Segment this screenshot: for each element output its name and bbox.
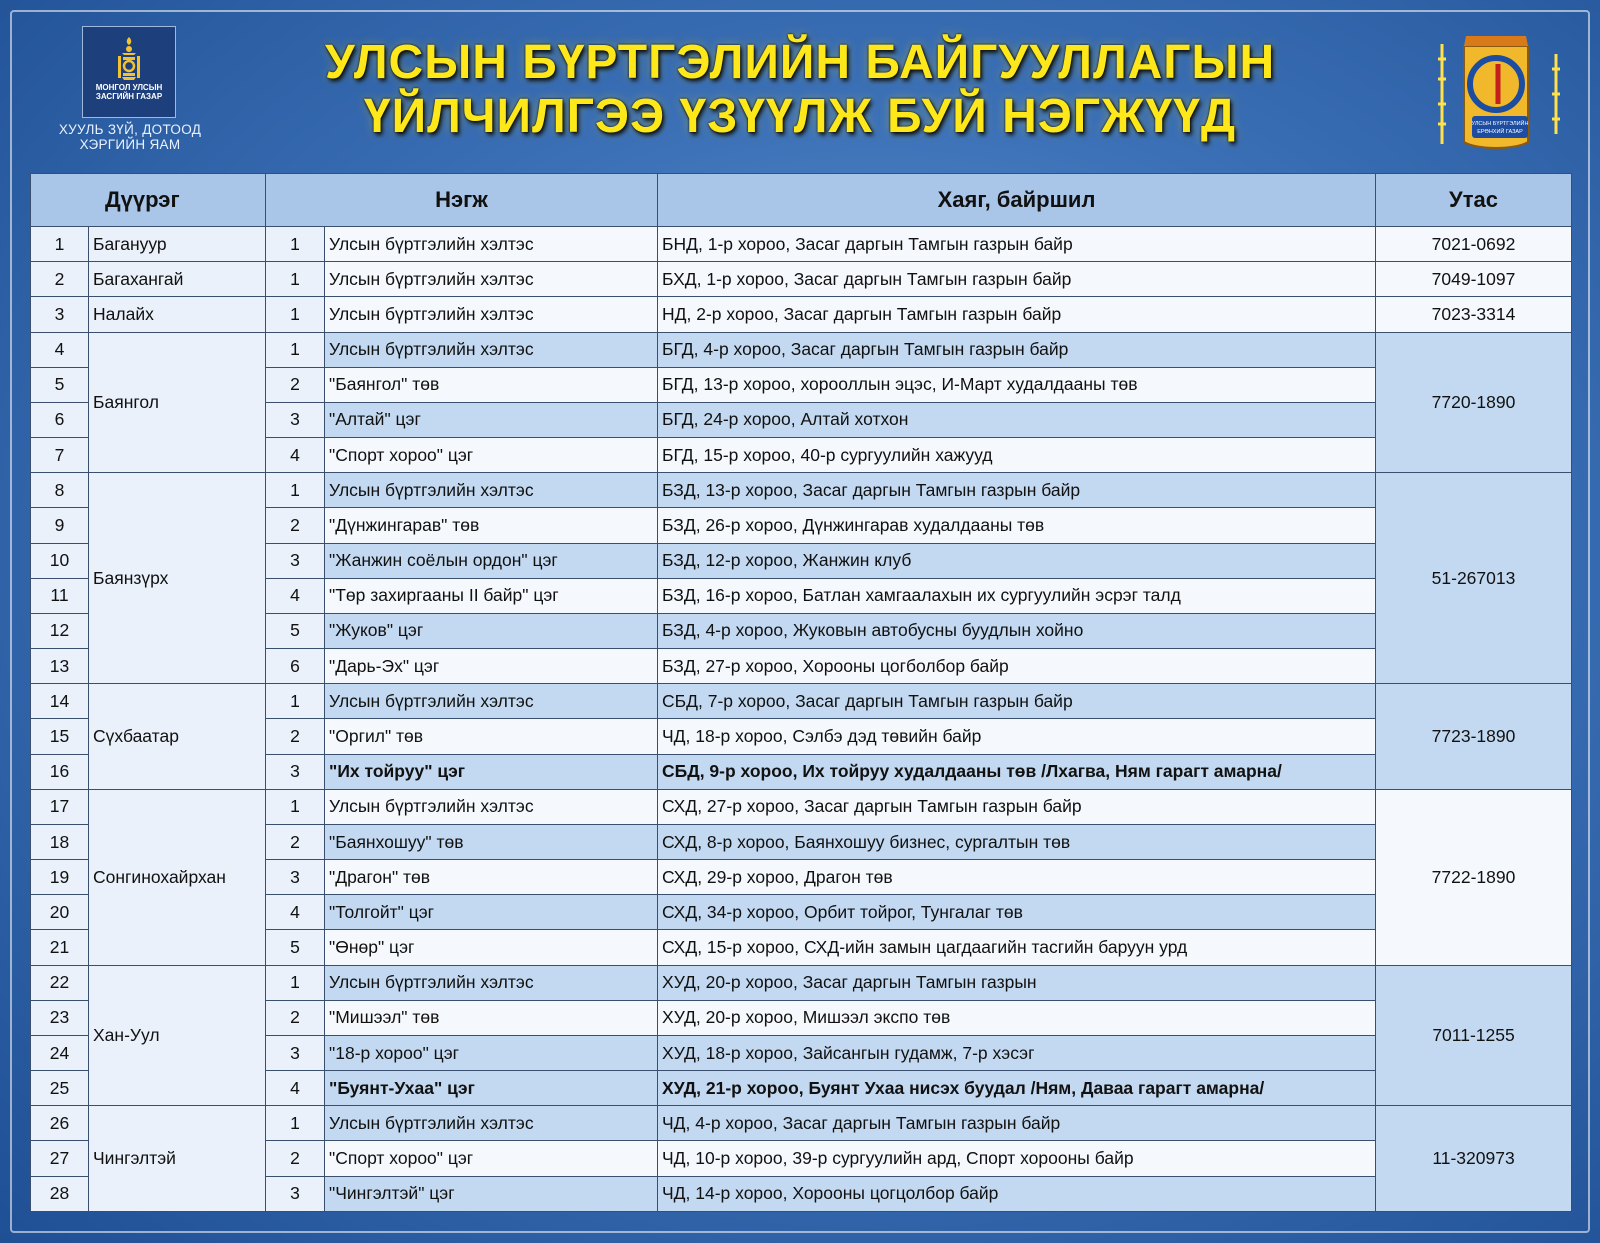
unit-address: СХД, 29-р хороо, Драгон төв — [658, 860, 1376, 895]
row-number: 10 — [31, 543, 89, 578]
unit-address: НД, 2-р хороо, Засаг даргын Тамгын газрын байр — [658, 297, 1376, 332]
unit-name: Улсын бүртгэлийн хэлтэс — [325, 227, 658, 262]
table-header-row — [31, 174, 1572, 227]
district-name: Хан-Уул — [89, 965, 266, 1106]
unit-name: "Их тойруу" цэг — [325, 754, 658, 789]
district-name: Баянгол — [89, 332, 266, 473]
unit-number: 1 — [266, 684, 325, 719]
district-name: Сонгинохайрхан — [89, 789, 266, 965]
unit-name: "Дарь-Эх" цэг — [325, 649, 658, 684]
unit-name: "Жанжин соёлын ордон" цэг — [325, 543, 658, 578]
unit-number: 2 — [266, 508, 325, 543]
unit-address: ЧД, 10-р хороо, 39-р сургуулийн ард, Спорт хорооны байр — [658, 1141, 1376, 1176]
unit-name: "Жуков" цэг — [325, 613, 658, 648]
unit-name: "Баянгол" төв — [325, 367, 658, 402]
unit-number: 3 — [266, 1176, 325, 1211]
column-header-district: Дүүрэг — [31, 174, 266, 227]
row-number: 2 — [31, 262, 89, 297]
unit-address: БГД, 24-р хороо, Алтай хотхон — [658, 402, 1376, 437]
unit-name: "Толгойт" цэг — [325, 895, 658, 930]
table-row — [31, 332, 1572, 367]
row-number: 7 — [31, 438, 89, 473]
registry-logo — [1436, 24, 1566, 164]
unit-name: "Оргил" төв — [325, 719, 658, 754]
unit-number: 3 — [266, 402, 325, 437]
unit-name: Улсын бүртгэлийн хэлтэс — [325, 684, 658, 719]
unit-number: 1 — [266, 227, 325, 262]
unit-address: СХД, 27-р хороо, Засаг даргын Тамгын газрын байр — [658, 789, 1376, 824]
unit-address: ЧД, 18-р хороо, Сэлбэ дэд төвийн байр — [658, 719, 1376, 754]
row-number: 22 — [31, 965, 89, 1000]
unit-number: 2 — [266, 1141, 325, 1176]
unit-number: 3 — [266, 543, 325, 578]
unit-name: Улсын бүртгэлийн хэлтэс — [325, 262, 658, 297]
row-number: 28 — [31, 1176, 89, 1211]
row-number: 25 — [31, 1071, 89, 1106]
district-name: Баянзүрх — [89, 473, 266, 684]
row-number: 20 — [31, 895, 89, 930]
title-line-1: УЛСЫН БҮРТГЭЛИЙН БАЙГУУЛЛАГЫН — [324, 36, 1276, 89]
table-row — [31, 297, 1572, 332]
district-name: Чингэлтэй — [89, 1106, 266, 1212]
row-number: 8 — [31, 473, 89, 508]
district-phone: 11-320973 — [1376, 1106, 1572, 1212]
unit-number: 5 — [266, 613, 325, 648]
district-name: Налайх — [89, 297, 266, 332]
unit-name: "Алтай" цэг — [325, 402, 658, 437]
district-name: Багахангай — [89, 262, 266, 297]
column-header-phone: Утас — [1376, 174, 1572, 227]
unit-address: БЗД, 12-р хороо, Жанжин клуб — [658, 543, 1376, 578]
unit-address: БНД, 1-р хороо, Засаг даргын Тамгын газрын байр — [658, 227, 1376, 262]
unit-number: 2 — [266, 367, 325, 402]
unit-name: Улсын бүртгэлийн хэлтэс — [325, 473, 658, 508]
emblem-caption — [96, 83, 163, 101]
row-number: 6 — [31, 402, 89, 437]
row-number: 15 — [31, 719, 89, 754]
unit-name: "Дүнжингарав" төв — [325, 508, 658, 543]
unit-address: БГД, 15-р хороо, 40-р сургуулийн хажууд — [658, 438, 1376, 473]
row-number: 23 — [31, 1000, 89, 1035]
units-table-wrapper — [30, 173, 1571, 1212]
unit-number: 4 — [266, 1071, 325, 1106]
district-phone: 7023-3314 — [1376, 297, 1572, 332]
unit-name: "Баянхошуу" төв — [325, 824, 658, 859]
unit-name: "Чингэлтэй" цэг — [325, 1176, 658, 1211]
unit-address: БЗД, 13-р хороо, Засаг даргын Тамгын газрын байр — [658, 473, 1376, 508]
unit-name: "Спорт хороо" цэг — [325, 438, 658, 473]
unit-address: БЗД, 16-р хороо, Батлан хамгаалахын их сургуулийн эсрэг талд — [658, 578, 1376, 613]
unit-address: БЗД, 27-р хороо, Хорооны цогболбор байр — [658, 649, 1376, 684]
unit-name: Улсын бүртгэлийн хэлтэс — [325, 1106, 658, 1141]
row-number: 13 — [31, 649, 89, 684]
table-row — [31, 473, 1572, 508]
unit-number: 1 — [266, 332, 325, 367]
district-phone: 7722-1890 — [1376, 789, 1572, 965]
row-number: 3 — [31, 297, 89, 332]
right-logo-line-1: УЛСЫН БҮРТГЭЛИЙН — [1471, 121, 1529, 127]
unit-name: "Драгон" төв — [325, 860, 658, 895]
ministry-line-1: ХУУЛЬ ЗҮЙ, ДОТООД — [58, 122, 202, 137]
unit-address: СХД, 15-р хороо, СХД-ийн замын цагдаагийн тасгийн баруун урд — [658, 930, 1376, 965]
unit-address: СБД, 7-р хороо, Засаг даргын Тамгын газрын байр — [658, 684, 1376, 719]
unit-address: БГД, 4-р хороо, Засаг даргын Тамгын газрын байр — [658, 332, 1376, 367]
row-number: 24 — [31, 1035, 89, 1070]
unit-name: Улсын бүртгэлийн хэлтэс — [325, 332, 658, 367]
header — [0, 0, 1600, 170]
unit-address: БЗД, 26-р хороо, Дүнжингарав худалдааны төв — [658, 508, 1376, 543]
district-phone: 7723-1890 — [1376, 684, 1572, 790]
row-number: 21 — [31, 930, 89, 965]
column-header-unit: Нэгж — [266, 174, 658, 227]
column-header-address: Хаяг, байршил — [658, 174, 1376, 227]
page-title — [200, 36, 1400, 144]
unit-address: ХУД, 20-р хороо, Засаг даргын Тамгын газрын — [658, 965, 1376, 1000]
table-body — [31, 227, 1572, 1212]
unit-number: 1 — [266, 297, 325, 332]
district-name: Багануур — [89, 227, 266, 262]
row-number: 18 — [31, 824, 89, 859]
unit-number: 2 — [266, 824, 325, 859]
unit-number: 5 — [266, 930, 325, 965]
unit-number: 1 — [266, 262, 325, 297]
unit-address: СХД, 8-р хороо, Баянхошуу бизнес, сургалтын төв — [658, 824, 1376, 859]
units-table — [30, 173, 1572, 1212]
unit-name: "Төр захиргааны II байр" цэг — [325, 578, 658, 613]
row-number: 26 — [31, 1106, 89, 1141]
district-phone: 51-267013 — [1376, 473, 1572, 684]
unit-number: 3 — [266, 1035, 325, 1070]
row-number: 11 — [31, 578, 89, 613]
district-phone: 7049-1097 — [1376, 262, 1572, 297]
unit-number: 3 — [266, 754, 325, 789]
unit-number: 1 — [266, 473, 325, 508]
unit-number: 2 — [266, 1000, 325, 1035]
unit-name: "18-р хороо" цэг — [325, 1035, 658, 1070]
unit-number: 4 — [266, 895, 325, 930]
table-row — [31, 262, 1572, 297]
unit-address: БГД, 13-р хороо, хорооллын эцэс, И-Март худалдааны төв — [658, 367, 1376, 402]
unit-name: "Спорт хороо" цэг — [325, 1141, 658, 1176]
row-number: 17 — [31, 789, 89, 824]
unit-name: Улсын бүртгэлийн хэлтэс — [325, 965, 658, 1000]
row-number: 19 — [31, 860, 89, 895]
unit-number: 6 — [266, 649, 325, 684]
unit-address: ЧД, 14-р хороо, Хорооны цогцолбор байр — [658, 1176, 1376, 1211]
unit-name: "Өнөр" цэг — [325, 930, 658, 965]
unit-address: ЧД, 4-р хороо, Засаг даргын Тамгын газрын байр — [658, 1106, 1376, 1141]
soyombo-icon — [109, 35, 149, 81]
title-line-2: ҮЙЛЧИЛГЭЭ ҮЗҮҮЛЖ БУЙ НЭГЖҮҮД — [363, 90, 1237, 143]
district-phone: 7720-1890 — [1376, 332, 1572, 473]
unit-address: ХУД, 18-р хороо, Зайсангын гудамж, 7-р хэсэг — [658, 1035, 1376, 1070]
unit-address: БЗД, 4-р хороо, Жуковын автобусны буудлын хойно — [658, 613, 1376, 648]
emblem-line-2: ЗАСГИЙН ГАЗАР — [95, 92, 163, 101]
district-phone: 7011-1255 — [1376, 965, 1572, 1106]
table-row — [31, 965, 1572, 1000]
unit-number: 4 — [266, 578, 325, 613]
right-logo-line-2: ЕРӨНХИЙ ГАЗАР — [1477, 129, 1523, 135]
row-number: 12 — [31, 613, 89, 648]
emblem-line-1: МОНГОЛ УЛСЫН — [95, 83, 163, 92]
unit-number: 1 — [266, 965, 325, 1000]
unit-name: Улсын бүртгэлийн хэлтэс — [325, 789, 658, 824]
row-number: 14 — [31, 684, 89, 719]
table-row — [31, 227, 1572, 262]
row-number: 16 — [31, 754, 89, 789]
unit-address: ХУД, 21-р хороо, Буянт Ухаа нисэх буудал /Ням, Даваа гарагт амарна/ — [658, 1071, 1376, 1106]
government-emblem — [82, 26, 176, 118]
row-number: 9 — [31, 508, 89, 543]
table-row — [31, 789, 1572, 824]
row-number: 5 — [31, 367, 89, 402]
unit-number: 4 — [266, 438, 325, 473]
table-row — [31, 1106, 1572, 1141]
unit-name: "Буянт-Ухаа" цэг — [325, 1071, 658, 1106]
unit-name: Улсын бүртгэлийн хэлтэс — [325, 297, 658, 332]
unit-address: СХД, 34-р хороо, Орбит тойрог, Тунгалаг төв — [658, 895, 1376, 930]
unit-number: 1 — [266, 789, 325, 824]
unit-address: СБД, 9-р хороо, Их тойруу худалдааны төв /Лхагва, Ням гарагт амарна/ — [658, 754, 1376, 789]
unit-number: 3 — [266, 860, 325, 895]
unit-address: БХД, 1-р хороо, Засаг даргын Тамгын газрын байр — [658, 262, 1376, 297]
unit-name: "Мишээл" төв — [325, 1000, 658, 1035]
unit-address: ХУД, 20-р хороо, Мишээл экспо төв — [658, 1000, 1376, 1035]
row-number: 4 — [31, 332, 89, 367]
district-name: Сүхбаатар — [89, 684, 266, 790]
row-number: 1 — [31, 227, 89, 262]
unit-number: 2 — [266, 719, 325, 754]
row-number: 27 — [31, 1141, 89, 1176]
table-row — [31, 684, 1572, 719]
unit-number: 1 — [266, 1106, 325, 1141]
ministry-line-2: ХЭРГИЙН ЯАМ — [79, 137, 181, 152]
district-phone: 7021-0692 — [1376, 227, 1572, 262]
